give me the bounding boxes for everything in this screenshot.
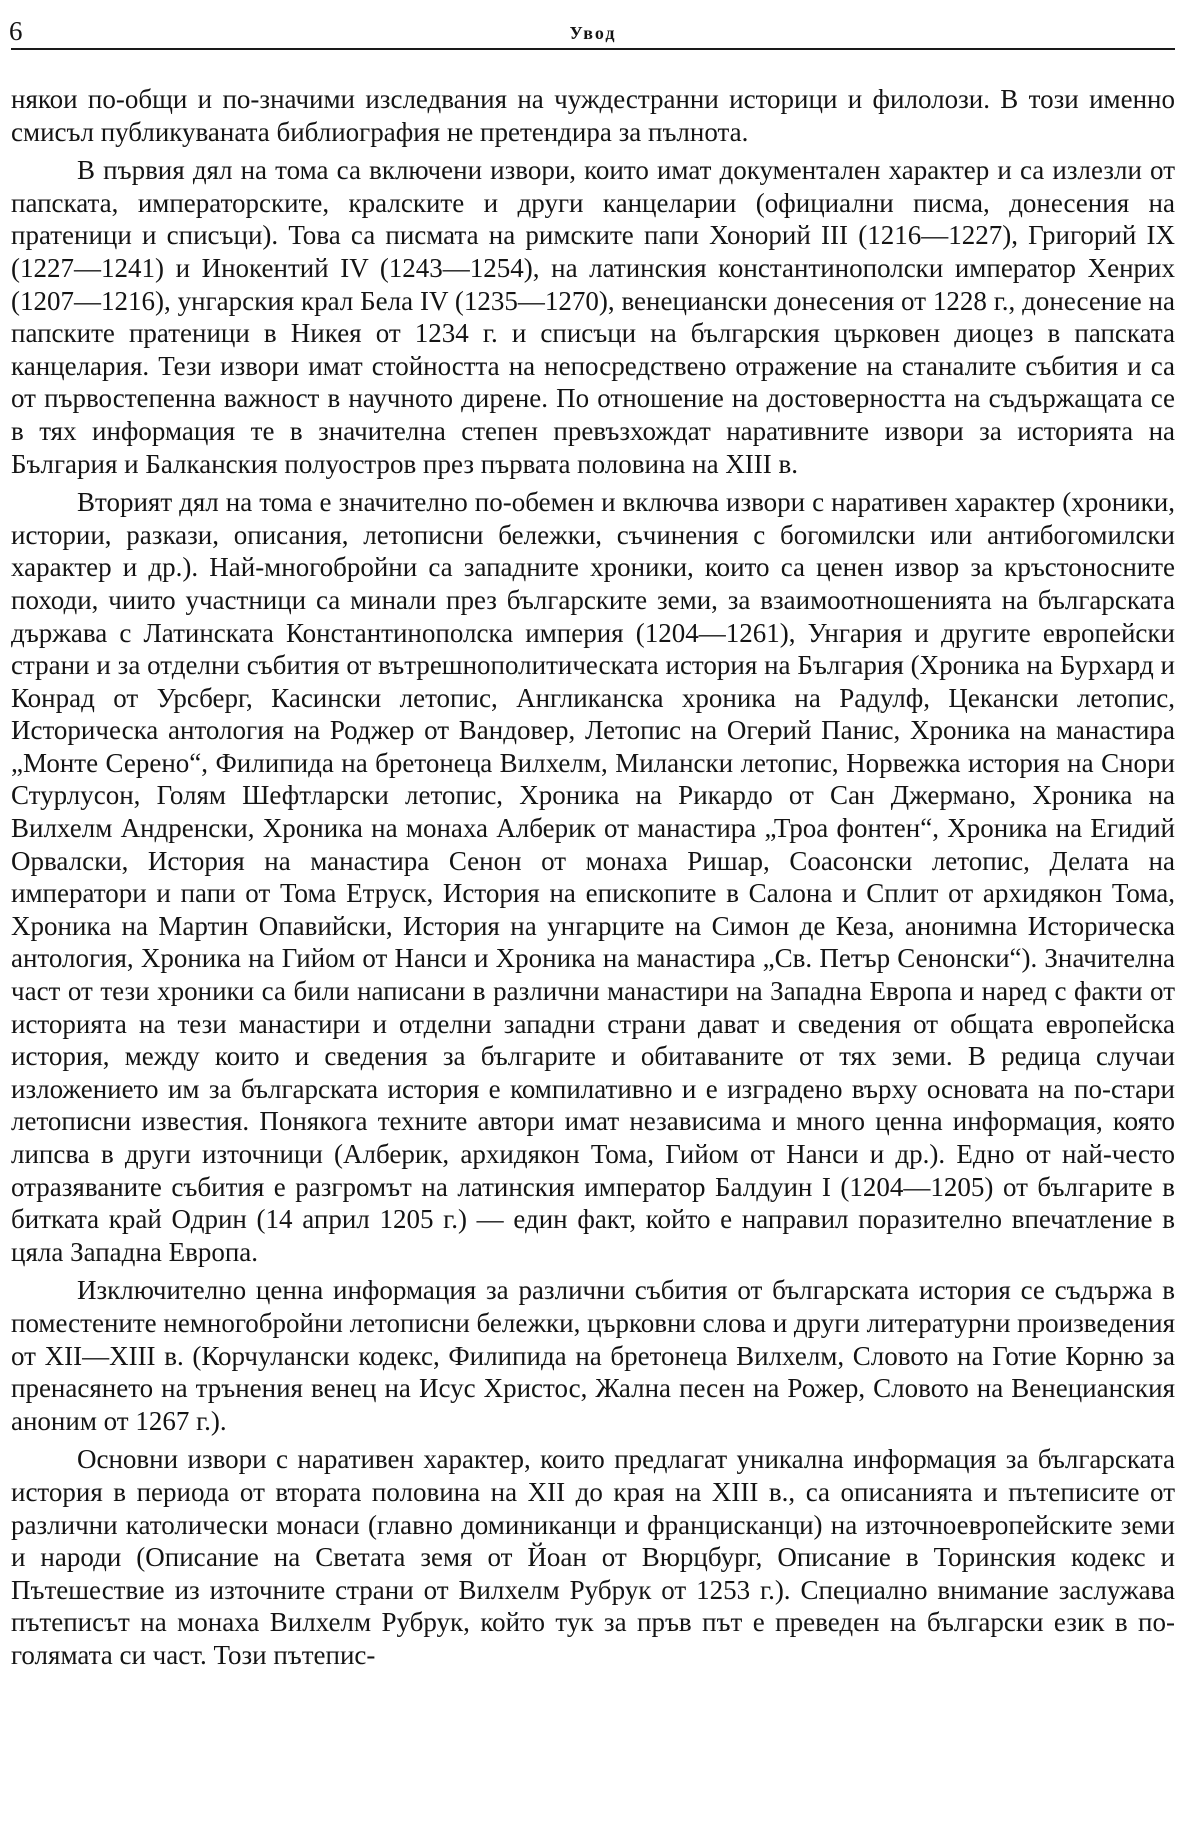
paragraph-documentary-sources: В първия дял на тома са включени извори, които имат документален характер и са излезли от папската, императорските, кралските и други канцеларии (официални писма, донесения на пратеници и списъци). Това са писмата на римските папи Хонорий III (1216—1227), Григорий IX (1227—1241) и Инокентий IV (1243—1254), на латинския константинополски император Хенрих (1207—1216), унгарския крал Бела IV (1235—1270), венециански донесения от 1228 г., донесение на папските пратеници в Никея от 1234 г. и списъци на българския църковен диоцез в папската канцелария. Тези извори имат стойността на непосредствено отражение на станалите събития и са от първостепенна важност в научното дирене. По отношение на достоверността на съдържащата се в тях информация те в значителна степен превъзхождат наративните извори за историята на България и Балканския полуостров през първата половина на XIII в.	[11, 155, 1175, 479]
page-number: 6	[9, 16, 23, 46]
paragraph-narrative-sources: Вторият дял на тома е значително по-обемен и включва извори с наративен характер (хроники, истории, разкази, описания, летописни бележки, съчинения с богомилски или антибогомилски характер и др.). Най-многобройни са западните хроники, които са ценен извор за кръстоносните походи, чиито участници са минали през българските земи, за взаимоотношенията на българската държава с Латинската Константинополска империя (1204—1261), Унгария и другите европейски страни и за отделни събития от вътрешнополитическата история на България (Хроника на Бурхард и Конрад от Урсберг, Касински летопис, Англиканска хроника на Радулф, Цекански летопис, Историческа антология на Роджер от Вандовер, Летопис на Огерий Панис, Хроника на манастира „Монте Серено“, Филипида на бретонеца Вилхелм, Милански летопис, Норвежка история на Снори Стурлусон, Голям Шефтларски летопис, Хроника на Рикардо от Сан Джермано, Хроника на Вилхелм Андренски, Хроника на монаха Алберик от манастира „Троа фонтен“, Хроника на Егидий Орвалски, История на манастира Сенон от монаха Ришар, Соасонски летопис, Делата на императори и папи от Тома Етруск, История на епископите в Салона и Сплит от архидякон Тома, Хроника на Мартин Опавийски, История на унгарците на Симон де Кеза, анонимна Историческа антология, Хроника на Гийом от Нанси и Хроника на манастира „Св. Петър Сенонски“). Значителна част от тези хроники са били написани в различни манастири на Западна Европа и наред с факти от историята на тези манастири и отделни западни страни дават и сведения от общата европейска история, между които и сведения за българите и обитаваните от тях земи. В редица случаи изложението им за българската история е компилативно и е изградено върху основата на по-стари летописни известия. Понякога техните автори имат независима и много ценна информация, която липсва в други източници (Алберик, архидякон Тома, Гийом от Нанси и др.). Едно от най-често отразяваните събития е разгромът на латинския император Балдуин I (1204—1205) от българите в битката край Одрин (14 април 1205 г.) — един факт, който е направил поразително впечатление в цяла Западна Европа.	[11, 487, 1175, 1267]
paragraph-travel-accounts: Основни извори с наративен характер, които предлагат уникална информация за българската история в периода от втората половина на XII до края на XIII в., са описанията и пътеписите от различни католически монаси (главно доминиканци и францисканци) на източноевропейските земи и народи (Описание на Светата земя от Йоан от Вюрцбург, Описание в Торинския кодекс и Пътешествие из източните страни от Вилхелм Рубрук от 1253 г.). Специално внимание заслужава пътеписът на монаха Вилхелм Рубрук, който тук за пръв път е преведен на български език в по-голямата си част. Този пътепис-	[11, 1444, 1175, 1670]
paragraph-annals-and-literature: Изключително ценна информация за различни събития от българската история се съдържа в поместените немногобройни летописни бележки, църковни слова и други литературни произведения от XII—XIII в. (Корчулански кодекс, Филипида на бретонеца Вилхелм, Словото на Готие Корню за пренасянето на трънения венец на Исус Христос, Жална песен на Рожер, Словото на Венецианския аноним от 1267 г.).	[11, 1275, 1175, 1436]
paragraph-continued: някои по-общи и по-значими изследвания на чуждестранни историци и филолози. В този именно смисъл публикуваната библиография не претендира за пълнота.	[11, 84, 1175, 147]
running-head	[11, 14, 1175, 50]
book-page	[11, 14, 1175, 1678]
body-text	[11, 83, 1175, 1672]
running-title: Увод	[569, 23, 617, 43]
